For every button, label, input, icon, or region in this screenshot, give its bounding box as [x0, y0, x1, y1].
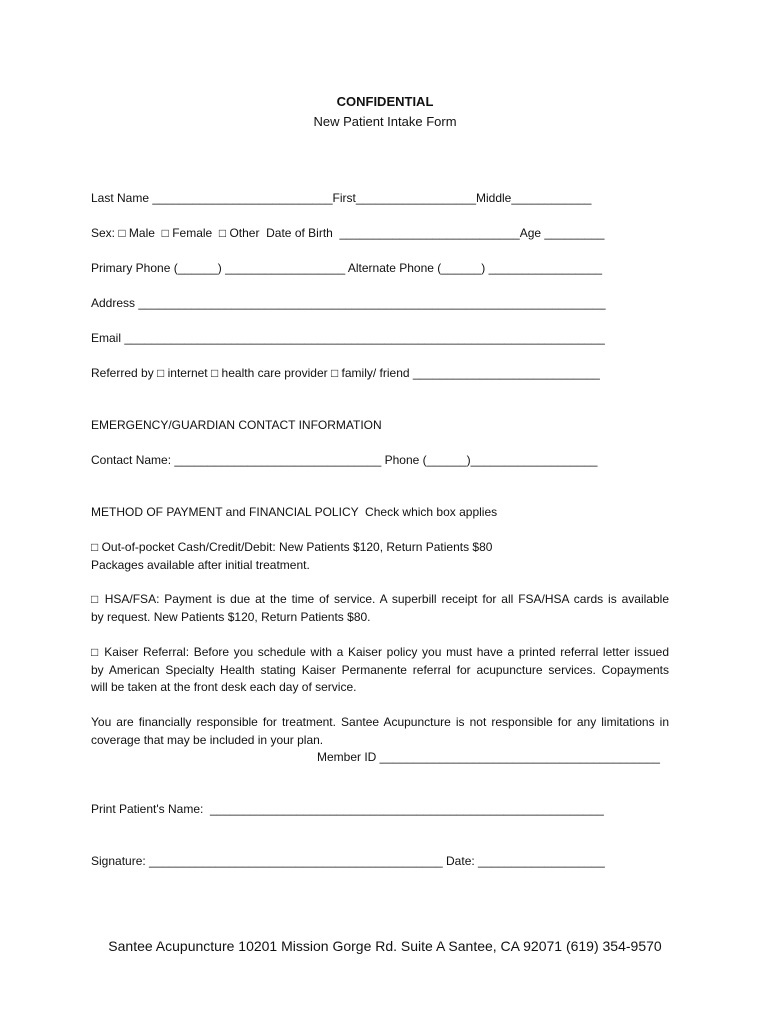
confidential-heading: CONFIDENTIAL: [336, 94, 434, 109]
print-name-line[interactable]: Print Patient's Name: ___________________________________________________________: [91, 802, 604, 816]
responsibility-line2: coverage that may be included in your plan.: [91, 732, 324, 747]
responsibility-line1: You are financially responsible for treatment. Santee Acupuncture is not responsible for any limitations in: [91, 715, 669, 729]
financial-responsibility-text: [91, 714, 669, 749]
address-field-line[interactable]: Address ______________________________________________________________________: [91, 296, 606, 310]
emergency-contact-line[interactable]: Contact Name: _______________________________ Phone (______)___________________: [91, 453, 598, 467]
name-field-line[interactable]: Last Name ___________________________First__________________Middle____________: [91, 191, 592, 205]
footer-address: Santee Acupuncture 10201 Mission Gorge Rd. Suite A Santee, CA 92071 (619) 354-9570: [108, 938, 662, 954]
emergency-heading: EMERGENCY/GUARDIAN CONTACT INFORMATION: [91, 418, 382, 432]
sex-dob-age-line[interactable]: Sex: □ Male □ Female □ Other Date of Birth ___________________________Age _________: [91, 226, 605, 240]
payment-option-cash-line1: □ Out-of-pocket Cash/Credit/Debit: New Patients $120, Return Patients $80: [91, 540, 493, 554]
payment-option-hsa-line2: by request. New Patients $120, Return Patients $80.: [91, 609, 371, 624]
payment-heading: METHOD OF PAYMENT and FINANCIAL POLICY Check which box applies: [91, 505, 498, 519]
signature-date-line[interactable]: Signature: ____________________________________________ Date: ___________________: [91, 854, 605, 868]
member-id-line[interactable]: Member ID __________________________________________: [317, 750, 660, 764]
payment-option-kaiser-line3: will be taken at the front desk each day of service.: [91, 680, 357, 694]
payment-option-hsa-line1: □ HSA/FSA: Payment is due at the time of service. A superbill receipt for all FSA/HSA cards is available: [91, 592, 669, 606]
payment-option-kaiser[interactable]: [91, 644, 669, 697]
payment-option-hsa[interactable]: [91, 591, 669, 626]
payment-option-cash[interactable]: [91, 539, 669, 574]
form-title: New Patient Intake Form: [313, 114, 457, 129]
phone-field-line[interactable]: Primary Phone (______) __________________ Alternate Phone (______) _________________: [91, 261, 603, 275]
payment-option-cash-line2: Packages available after initial treatment.: [91, 557, 310, 572]
referred-by-line[interactable]: Referred by □ internet □ health care provider □ family/ friend ____________________________: [91, 366, 600, 380]
payment-option-kaiser-line1: □ Kaiser Referral: Before you schedule with a Kaiser policy you must have a printed referral letter issued: [91, 645, 669, 659]
payment-option-kaiser-line2: by American Specialty Health stating Kaiser Permanente referral for acupuncture services. Copayments: [91, 662, 669, 677]
email-field-line[interactable]: Email ________________________________________________________________________: [91, 331, 605, 345]
